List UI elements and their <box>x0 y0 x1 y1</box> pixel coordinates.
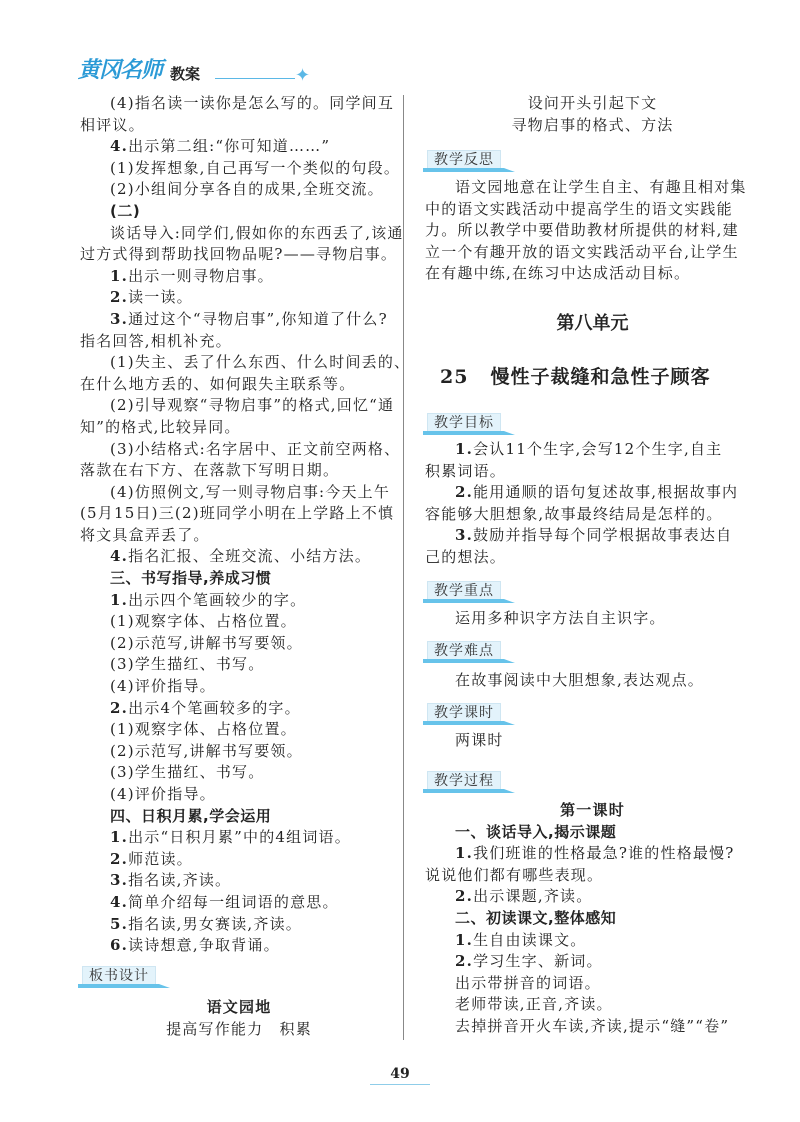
line-text: (4)仿照例文,写一则寻物启事:今天上午 <box>110 482 391 501</box>
item-number: 3. <box>110 309 129 328</box>
star-icon: ✦ <box>295 65 311 86</box>
line-text: 鼓励并指导每个同学根据故事表达自 <box>473 526 733 545</box>
section-tag-hours <box>423 703 518 727</box>
text-line <box>425 115 760 137</box>
line-text: (5月15日)三(2)班同学小明在上学路上不慎 <box>80 504 395 523</box>
line-text: 在有趣中练,在练习中达成活动目标。 <box>425 264 691 283</box>
hours-text <box>425 730 760 752</box>
line-text: 能用通顺的语句复述故事,根据故事内 <box>473 483 739 502</box>
section-tag-focus <box>423 581 518 605</box>
line-text: 两课时 <box>455 731 504 749</box>
item-number: 1. <box>110 828 129 847</box>
line-text: 师范读。 <box>128 849 193 868</box>
text-line <box>80 870 398 892</box>
line-text: (3)学生描红、书写。 <box>110 763 265 782</box>
text-line <box>80 460 398 482</box>
line-text: 力。所以教学中要借助教材所提供的材料,建 <box>425 221 739 240</box>
text-line <box>80 136 398 158</box>
text-line <box>80 331 398 353</box>
line-text: 运用多种识字方法自主识字。 <box>455 609 666 627</box>
header-rule <box>215 78 295 79</box>
text-line <box>80 568 398 590</box>
text-line <box>425 951 760 973</box>
page-number: 49 <box>390 1066 410 1082</box>
line-text: 过方式得到帮助找回物品呢?——寻物启事。 <box>80 245 398 264</box>
line-text: 去掉拼音开火车读,齐读,提示“缝”“卷” <box>455 1016 730 1035</box>
lesson-name: 慢性子裁缝和急性子顾客 <box>490 366 711 388</box>
text-line <box>80 997 398 1019</box>
unit-title: 第八单元 <box>556 313 629 334</box>
tag-bar <box>423 599 515 603</box>
text-line <box>425 822 760 844</box>
item-number: 1. <box>110 590 129 609</box>
line-text: 知”的格式,比较异同。 <box>80 417 241 436</box>
line-text: (4)评价指导。 <box>110 785 216 803</box>
item-number: 4. <box>110 137 129 156</box>
text-line <box>80 201 398 223</box>
text-line <box>425 263 760 285</box>
text-line <box>80 827 398 849</box>
text-line <box>425 994 760 1016</box>
line-text: 三、书写指导,养成习惯 <box>110 569 272 588</box>
line-text: (2)示范写,讲解书写要领。 <box>110 633 303 652</box>
tag-bar <box>78 984 170 988</box>
item-number: 1. <box>110 266 129 285</box>
text-line <box>80 158 401 180</box>
item-number: 2. <box>455 952 474 971</box>
text-line <box>80 806 398 828</box>
text-line <box>80 223 404 245</box>
tag-bar <box>423 431 515 435</box>
line-text: 寻物启事的格式、方法 <box>511 115 674 134</box>
line-text: 一、谈话导入,揭示课题 <box>455 822 617 841</box>
text-line <box>80 611 398 633</box>
section-tag-process <box>423 771 518 795</box>
text-line <box>425 973 760 995</box>
text-line <box>80 590 398 612</box>
text-line <box>425 908 760 930</box>
text-line <box>80 374 398 396</box>
line-text: (二) <box>110 201 141 220</box>
line-text: 落款在右下方、在落款下写明日期。 <box>80 461 340 480</box>
text-line <box>80 287 398 309</box>
item-number: 2. <box>110 288 129 307</box>
text-line <box>425 930 760 952</box>
tag-label: 教学目标 <box>427 413 501 434</box>
item-number: 2. <box>110 849 129 868</box>
text-line <box>425 482 760 504</box>
line-text: (2)引导观察“寻物启事”的格式,回忆“通 <box>110 396 395 415</box>
text-line <box>80 676 398 698</box>
line-text: (4)评价指导。 <box>110 677 216 696</box>
text-line <box>425 730 760 752</box>
process-text <box>425 800 760 1038</box>
line-text: 积累词语。 <box>425 461 507 480</box>
line-text: 出示第二组:“你可知道……” <box>128 137 331 156</box>
line-text: 在故事阅读中大胆想象,表达观点。 <box>455 671 704 689</box>
line-text: 在什么地方丢的、如何跟失主联系等。 <box>80 374 356 393</box>
line-text: 中的语文实践活动中提高学生的语文实践能 <box>425 199 733 218</box>
section-tag-board <box>78 966 173 990</box>
text-line <box>80 482 398 504</box>
text-line <box>80 784 398 806</box>
text-line <box>80 1019 398 1041</box>
line-text: 出示一则寻物启事。 <box>128 266 274 285</box>
line-text: (4)指名读一读你是怎么写的。同学间互 <box>110 94 395 112</box>
line-text: 出示“日积月累”中的4组词语。 <box>128 828 351 847</box>
line-text: 老师带读,正音,齐读。 <box>455 995 613 1014</box>
text-line <box>80 439 401 461</box>
item-number: 2. <box>455 887 474 906</box>
text-line <box>425 670 760 692</box>
line-text: (3)学生描红、书写。 <box>110 655 265 674</box>
tag-label: 板书设计 <box>82 966 156 987</box>
text-line <box>80 741 398 763</box>
item-number: 6. <box>110 936 129 955</box>
line-text: 会认11个生字,会写12个生字,自主 <box>473 440 723 458</box>
line-text: 提高写作能力 积累 <box>166 1019 312 1038</box>
text-line <box>80 93 398 115</box>
text-line <box>80 935 398 957</box>
header-subtitle: 教案 <box>170 65 201 83</box>
text-line <box>80 309 398 331</box>
left-column-text <box>80 93 411 957</box>
text-line <box>425 439 760 461</box>
text-line <box>80 914 398 936</box>
text-line <box>425 886 760 908</box>
section-tag-difficulty <box>423 641 518 665</box>
line-text: 生自由读课文。 <box>473 930 587 949</box>
text-line <box>425 177 760 199</box>
item-number: 3. <box>455 526 474 545</box>
line-text: 二、初读课文,整体感知 <box>455 908 617 927</box>
line-text: 第一课时 <box>560 801 625 819</box>
item-number: 4. <box>110 892 129 911</box>
line-text: 学习生字、新词。 <box>473 952 603 971</box>
text-line <box>80 395 398 417</box>
text-line <box>80 546 398 568</box>
line-text: 出示课题,齐读。 <box>473 887 593 906</box>
section-tag-goals <box>423 413 518 437</box>
text-line <box>425 1016 760 1038</box>
line-text: 简单介绍每一组词语的意思。 <box>128 892 339 911</box>
line-text: 读一读。 <box>128 288 193 307</box>
line-text: (1)观察字体、占格位置。 <box>110 720 297 739</box>
item-number: 3. <box>110 871 129 890</box>
text-line <box>80 698 398 720</box>
line-text: (2)示范写,讲解书写要领。 <box>110 741 303 760</box>
line-text: 四、日积月累,学会运用 <box>110 806 272 825</box>
text-line <box>80 115 398 137</box>
text-line <box>80 525 398 547</box>
line-text: 立一个有趣开放的语文实践活动平台,让学生 <box>425 242 739 261</box>
item-number: 4. <box>110 547 129 566</box>
line-text: 指名汇报、全班交流、小结方法。 <box>128 547 372 566</box>
text-line <box>425 220 760 242</box>
tag-label: 教学课时 <box>427 703 501 724</box>
line-text: 指名回答,相机补充。 <box>80 331 232 350</box>
text-line <box>425 843 760 865</box>
line-text: 我们班谁的性格最急?谁的性格最慢? <box>473 844 735 863</box>
line-text: (1)发挥想象,自己再写一个类似的句段。 <box>110 158 401 177</box>
line-text: 己的想法。 <box>425 547 507 566</box>
line-text: (1)观察字体、占格位置。 <box>110 612 297 631</box>
text-line <box>80 849 398 871</box>
tag-bar <box>423 721 515 725</box>
tag-bar <box>423 659 515 663</box>
text-line <box>80 417 398 439</box>
text-line <box>425 461 760 483</box>
tag-bar <box>423 168 515 172</box>
item-number: 2. <box>455 483 474 502</box>
text-line <box>425 865 760 887</box>
line-text: 通过这个“寻物启事”,你知道了什么? <box>128 309 388 328</box>
line-text: 语文园地意在让学生自主、有趣且相对集 <box>455 178 747 196</box>
line-text: 容能够大胆想象,故事最终结局是怎样的。 <box>425 504 723 523</box>
line-text: 指名读,齐读。 <box>128 871 232 890</box>
text-line <box>425 547 760 569</box>
board-design-continued <box>425 93 760 136</box>
lesson-title <box>440 362 710 389</box>
item-number: 1. <box>455 930 474 949</box>
lesson-number: 25 <box>440 366 469 388</box>
tag-bar <box>423 789 515 793</box>
text-line <box>80 352 411 374</box>
line-text: (2)小组间分享各自的成果,全班交流。 <box>110 180 384 199</box>
goals-text <box>425 439 760 569</box>
line-text: 设问开头引起下文 <box>527 94 658 112</box>
item-number: 5. <box>110 914 129 933</box>
line-text: 出示带拼音的词语。 <box>455 973 601 992</box>
text-line <box>425 800 760 822</box>
line-text: 谈话导入:同学们,假如你的东西丢了,该通 <box>110 223 404 242</box>
board-design <box>80 997 398 1040</box>
tag-label: 教学过程 <box>427 771 501 792</box>
item-number: 1. <box>455 440 474 458</box>
item-number: 1. <box>455 844 474 863</box>
line-text: 读诗想意,争取背诵。 <box>128 936 280 955</box>
text-line <box>425 93 760 115</box>
text-line <box>80 654 398 676</box>
tag-label: 教学反思 <box>427 150 501 171</box>
section-tag-reflection <box>423 150 518 174</box>
text-line <box>80 266 398 288</box>
text-line <box>80 179 398 201</box>
text-line <box>80 719 398 741</box>
text-line <box>425 504 760 526</box>
item-number: 2. <box>110 698 129 717</box>
line-text: 相评议。 <box>80 115 145 134</box>
line-text: (1)失主、丢了什么东西、什么时间丢的、 <box>110 353 411 372</box>
reflection-text <box>425 177 760 285</box>
line-text: 语文园地 <box>206 998 272 1016</box>
line-text: 说说他们都有哪些表现。 <box>425 865 604 884</box>
text-line <box>425 608 760 630</box>
text-line <box>425 242 760 264</box>
line-text: (3)小结格式:名字居中、正文前空两格、 <box>110 439 401 458</box>
line-text: 将文具盒弄丢了。 <box>80 525 210 544</box>
text-line <box>80 503 398 525</box>
text-line <box>80 633 398 655</box>
text-line <box>80 892 398 914</box>
line-text: 出示4个笔画较多的字。 <box>128 698 301 717</box>
difficulty-text <box>425 670 760 692</box>
brand-logo: 黄冈名师 <box>78 58 163 83</box>
tag-label: 教学难点 <box>427 641 501 662</box>
tag-label: 教学重点 <box>427 581 501 602</box>
line-text: 出示四个笔画较少的字。 <box>128 590 307 609</box>
page-header <box>78 58 200 84</box>
text-line <box>425 525 760 547</box>
line-text: 指名读,男女赛读,齐读。 <box>128 914 302 933</box>
text-line <box>80 762 398 784</box>
text-line <box>425 199 760 221</box>
focus-text <box>425 608 760 630</box>
text-line <box>80 244 398 266</box>
page-number-rule <box>370 1084 430 1085</box>
